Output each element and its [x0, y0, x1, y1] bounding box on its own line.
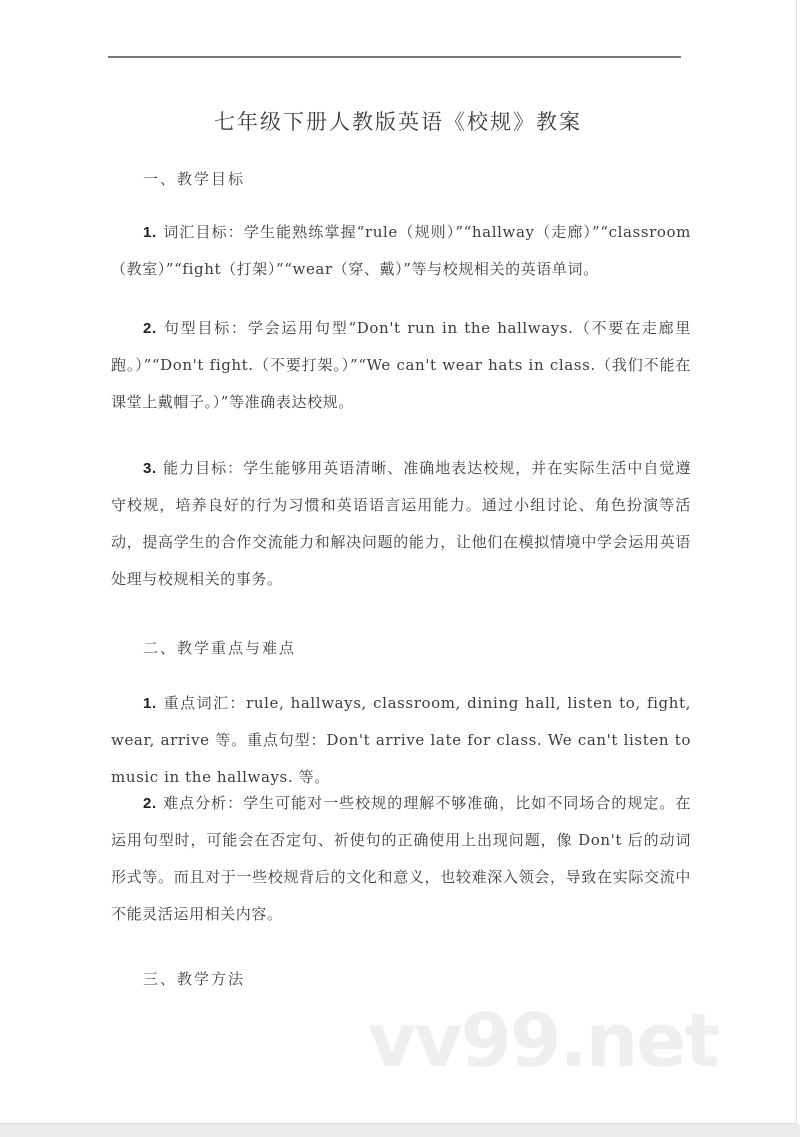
item-text: 学会运用句型“Don't run in the hallways.（不要在走廊里跑。）”“Don't fight.（不要打架。）”“We can't wear hats in class.（我们不能在课堂上戴帽子。）”等准确表达校规。 — [111, 319, 691, 411]
watermark: vv99.net — [368, 998, 718, 1084]
section-heading-methods: 三、教学方法 — [143, 970, 246, 988]
item-number: 1. — [143, 695, 157, 712]
item-number: 3. — [143, 460, 157, 477]
item-label: 难点分析： — [162, 794, 244, 812]
item-label: 能力目标： — [162, 459, 244, 477]
header-rule — [108, 56, 681, 58]
item-text: 学生可能对一些校规的理解不够准确，比如不同场合的规定。在运用句型时，可能会在否定句、祈使句的正确使用上出现问题，像 Don't 后的动词形式等。而且对于一些校规背后的文化和意义，也较难深入领会，导致在实际交流中不能灵活运用相关内容。 — [111, 794, 691, 923]
item-text: 学生能够用英语清晰、准确地表达校规，并在实际生活中自觉遵守校规，培养良好的行为习惯和英语语言运用能力。通过小组讨论、角色扮演等活动，提高学生的合作交流能力和解决问题的能力，让他们在模拟情境中学会运用英语处理与校规相关的事务。 — [111, 459, 691, 588]
item-text: 学生能熟练掌握“rule（规则）”“hallway（走廊）”“classroom（教室）”“fight（打架）”“wear（穿、戴）”等与校规相关的英语单词。 — [111, 223, 691, 278]
paragraph-sentence-goal — [111, 310, 691, 421]
item-number: 1. — [143, 224, 157, 241]
paragraph-key-vocabulary — [111, 685, 691, 796]
item-text: rule, hallways, classroom, dining hall, listen to, fight, wear, arrive 等。重点句型：Don't arrive late for class. We can't listen to music in the hallways. 等。 — [111, 694, 691, 786]
item-label: 词汇目标： — [162, 223, 244, 241]
section-heading-objectives: 一、教学目标 — [143, 170, 246, 188]
section-heading-key-points: 二、教学重点与难点 — [143, 639, 297, 657]
item-label: 句型目标： — [162, 319, 248, 337]
page-title: 七年级下册人教版英语《校规》教案 — [214, 110, 582, 135]
paragraph-difficulty-analysis — [111, 785, 691, 933]
paragraph-vocabulary-goal — [111, 214, 691, 288]
paragraph-ability-goal — [111, 450, 691, 598]
item-label: 重点词汇： — [162, 694, 247, 712]
item-number: 2. — [143, 795, 157, 812]
item-number: 2. — [143, 320, 157, 337]
page-bottom-edge — [0, 1124, 800, 1137]
